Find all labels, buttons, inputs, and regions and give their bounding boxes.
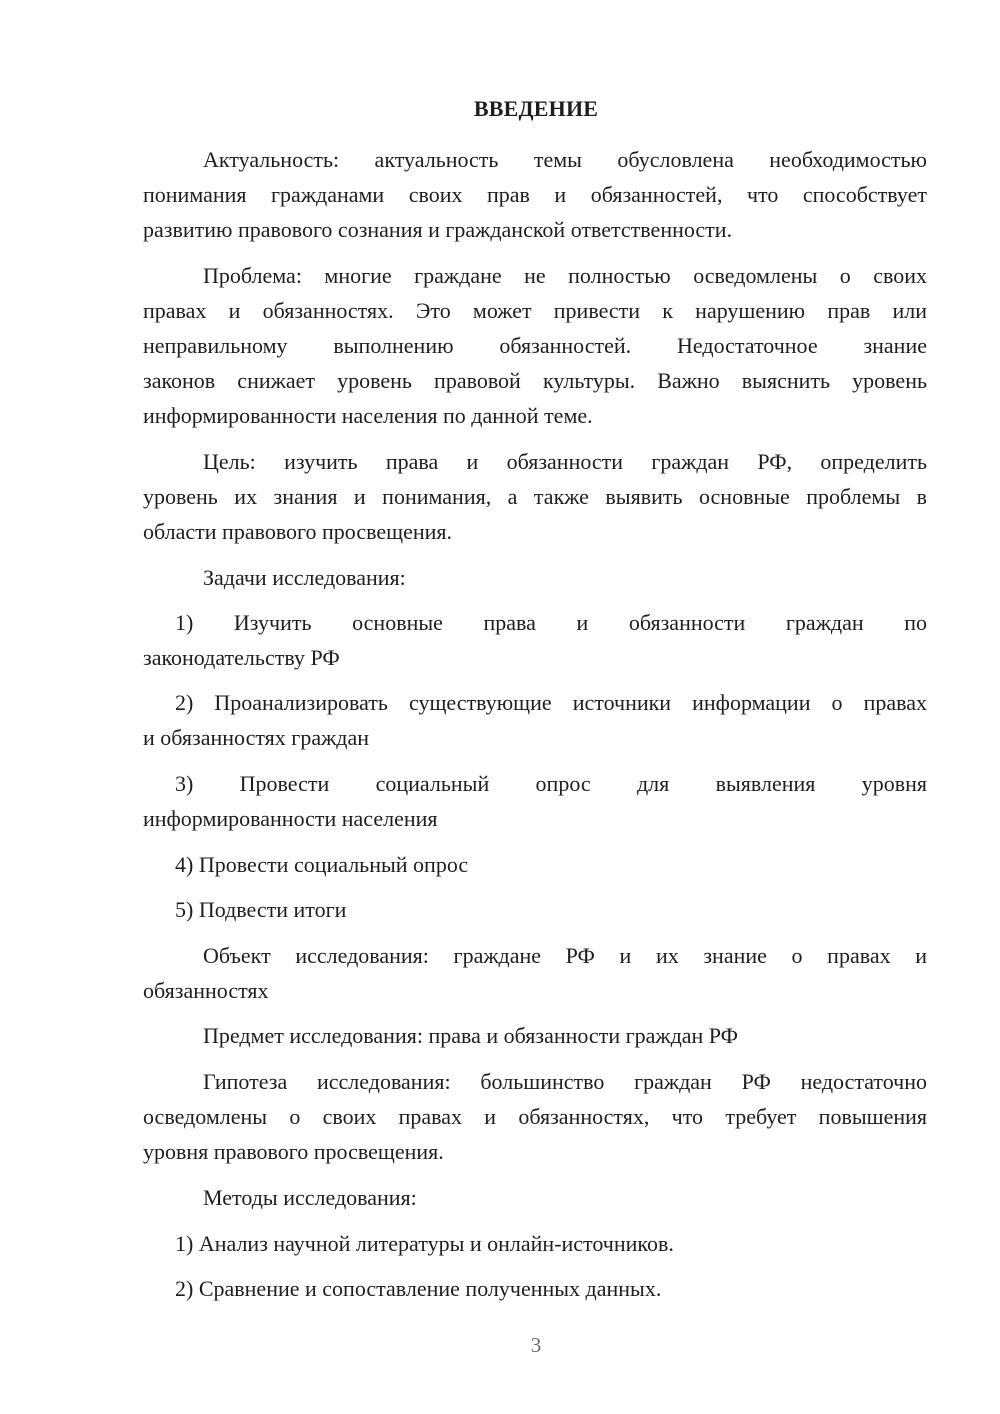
task-2-line-2: и обязанностях граждан — [143, 725, 370, 750]
task-3-line-2: информированности населения — [143, 806, 438, 831]
method-2: 2) Сравнение и сопоставление полученных данных. — [175, 1276, 662, 1301]
page-number: 3 — [530, 1333, 542, 1357]
hypothesis-line-2: осведомлены о своих правах и обязанностях, что требует повышения — [143, 1104, 927, 1129]
method-1: 1) Анализ научной литературы и онлайн-источников. — [175, 1231, 674, 1256]
subject-line: Предмет исследования: права и обязанности граждан РФ — [203, 1023, 739, 1048]
problem-line-1: Проблема: многие граждане не полностью осведомлены о своих — [203, 263, 927, 288]
goal-line-1: Цель: изучить права и обязанности граждан РФ, определить — [203, 449, 927, 474]
object-line-1: Объект исследования: граждане РФ и их знание о правах и — [203, 943, 927, 968]
relevance-line-1: Актуальность: актуальность темы обусловлена необходимостью — [203, 147, 927, 172]
tasks-heading: Задачи исследования: — [203, 565, 406, 590]
methods-heading: Методы исследования: — [203, 1185, 417, 1210]
relevance-line-3: развитию правового сознания и гражданской ответственности. — [143, 217, 733, 242]
problem-line-5: информированности населения по данной теме. — [143, 403, 593, 428]
task-3-line-1: 3) Провести социальный опрос для выявления уровня — [175, 771, 927, 796]
page-title: ВВЕДЕНИЕ — [473, 96, 599, 121]
task-5: 5) Подвести итоги — [175, 897, 347, 922]
relevance-line-2: понимания гражданами своих прав и обязанностей, что способствует — [143, 182, 927, 207]
object-line-2: обязанностях — [143, 978, 269, 1003]
hypothesis-line-1: Гипотеза исследования: большинство граждан РФ недостаточно — [203, 1069, 927, 1094]
task-1-line-2: законодательству РФ — [143, 645, 340, 670]
task-2-line-1: 2) Проанализировать существующие источники информации о правах — [175, 690, 927, 715]
problem-line-3: неправильному выполнению обязанностей. Недостаточное знание — [143, 333, 927, 358]
goal-line-2: уровень их знания и понимания, а также выявить основные проблемы в — [143, 484, 927, 509]
task-1-line-1: 1) Изучить основные права и обязанности граждан по — [175, 610, 927, 635]
goal-line-3: области правового просвещения. — [143, 519, 453, 544]
problem-line-4: законов снижает уровень правовой культуры. Важно выяснить уровень — [143, 368, 927, 393]
problem-line-2: правах и обязанностях. Это может привести к нарушению прав или — [143, 298, 927, 323]
task-4: 4) Провести социальный опрос — [175, 852, 469, 877]
hypothesis-line-3: уровня правового просвещения. — [143, 1139, 444, 1164]
